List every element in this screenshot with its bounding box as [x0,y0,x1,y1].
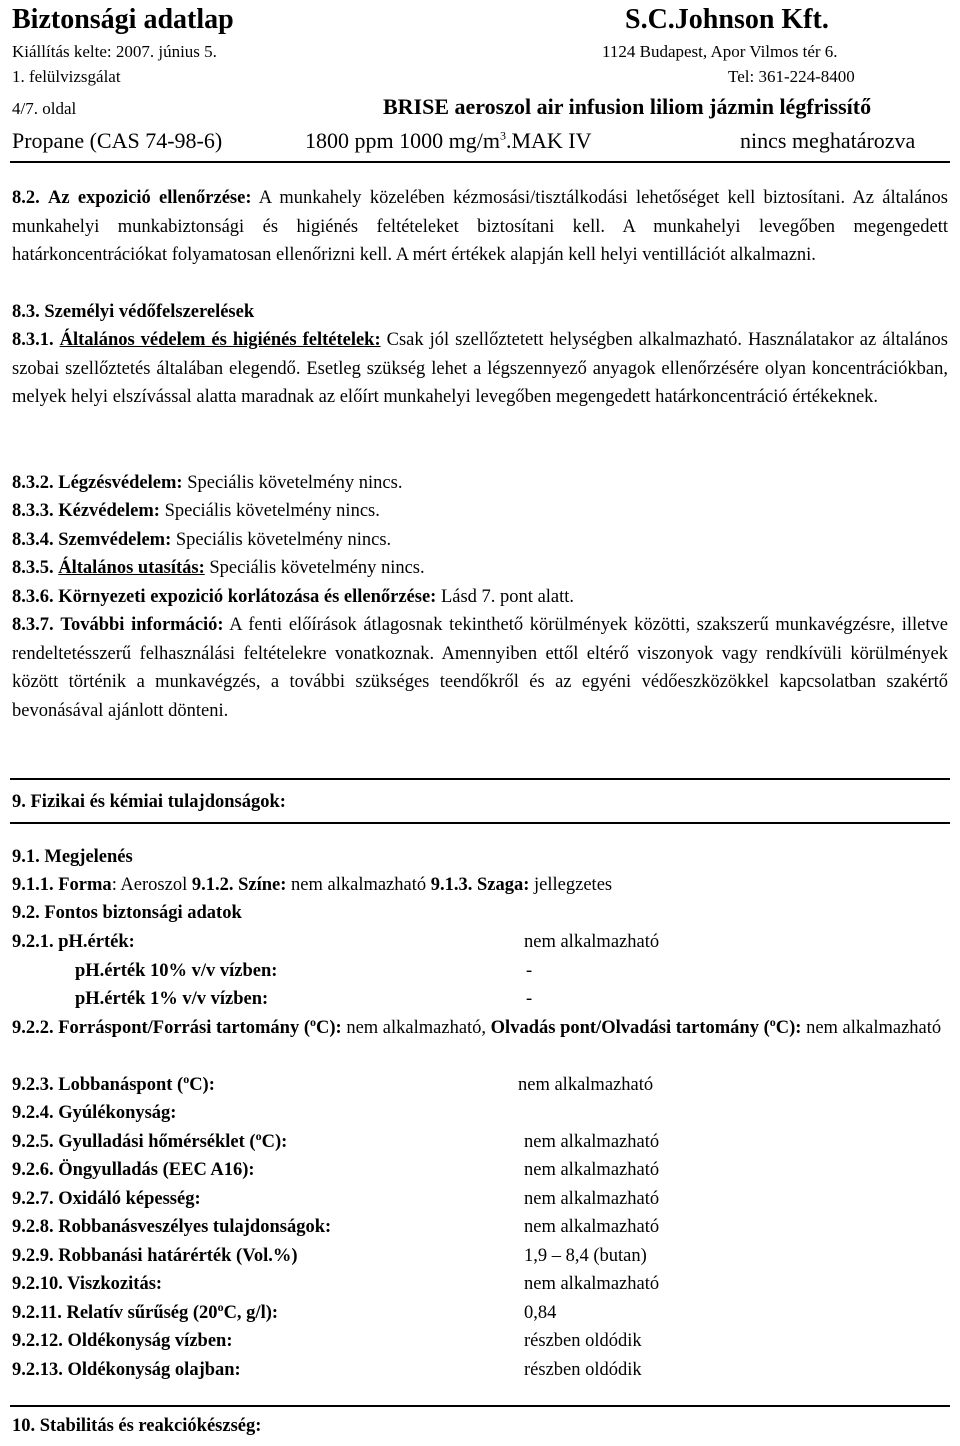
boiling-point-label [12,1014,342,1038]
section-8-3-4 [12,526,948,555]
section-8-2 [12,184,948,270]
melting-point-label [490,1014,802,1038]
section-8-3-5-number: 8.3.5. [12,558,54,578]
section-8-2-text: A munkahely közelében kézmosási/tisztálkodási lehetőséget kell biztosítani. Az általános munkahelyi munkabiztonsági és higiénés feltételeket biztosítani kell. A munkahelyi levegőben megengedett határkoncentrációkat folyamatosan ellenőrizni kell. A mért értékek alapján kell helyi ventillációt alkalmazni. [12,188,948,266]
section-9-1 [12,843,948,872]
property-label: 9.2.6. Öngyulladás (EEC A16): [12,1160,255,1180]
property-row-ignition [12,1128,948,1157]
property-value: - [526,960,533,981]
section-8-3-1-title: Általános védelem és higiénés feltételek: [59,330,381,350]
property-row-ph-1 [12,985,948,1014]
degree-sign: o [183,1071,190,1086]
property-label: 9.2.13. Oldékonyság olajban: [12,1359,241,1380]
section-9-2-title: 9.2. Fontos biztonsági adatok [12,903,242,923]
section-9-title: 9. Fizikai és kémiai tulajdonságok: [12,792,286,812]
section-8-3-title: Személyi védőfelszerelések [44,302,255,322]
property-label [12,1299,278,1328]
section-8-3-3-title: Kézvédelem: [58,501,160,521]
property-row-flash-point [12,1071,948,1100]
property-label: 9.2.9. Robbanási határérték (Vol.%) [12,1245,298,1266]
melting-point-label-text: Olvadás pont/Olvadási tartomány ( [490,1017,770,1038]
section-8-3-2-number: 8.3.2. [12,473,54,493]
szine-value: nem alkalmazható [286,875,431,895]
section-9-heading [12,788,948,817]
revision-label: 1. felülvizsgálat [12,67,121,86]
degree-sign: o [217,1299,224,1314]
section-8-3-6-number: 8.3.6. [12,587,54,607]
density-label-text: 9.2.11. Relatív sűrűség (20 [12,1302,218,1323]
propane-limit-unit-exponent: 3 [499,128,506,143]
property-label [12,1128,287,1157]
section-8-3-1-number: 8.3.1. [12,330,54,350]
section-8-3-3-number: 8.3.3. [12,501,54,521]
property-row-explosion-limits [12,1242,948,1271]
forma-label: 9.1.1. Forma [12,875,112,895]
section-8-3-number: 8.3. [12,302,40,322]
property-label: 9.2.4. Gyúlékonyság: [12,1103,177,1123]
section-divider-10 [10,1405,950,1407]
density-label-unit: C, g/l): [223,1302,279,1323]
property-row-self-ignition [12,1156,948,1185]
property-value: részben oldódik [524,1331,642,1351]
section-10-heading [12,1412,948,1441]
section-8-3-7-number: 8.3.7. [12,615,54,635]
property-value: nem alkalmazható [524,1131,660,1152]
section-8-3-7 [12,611,948,725]
szaga-label: 9.1.3. Szaga: [430,875,530,895]
property-row-explosive [12,1213,948,1242]
property-row-flammability [12,1099,948,1128]
property-row-viscosity [12,1270,948,1299]
property-row-oxidising [12,1185,948,1214]
section-divider-9 [10,778,950,780]
szaga-value: jellegzetes [529,875,613,895]
property-label: 9.2.10. Viszkozitás: [12,1274,163,1294]
ignition-label-text: 9.2.5. Gyulladási hőmérséklet ( [12,1131,256,1152]
degree-sign: o [255,1128,262,1143]
section-8-3 [12,298,948,327]
property-label: pH.érték 1% v/v vízben: [75,989,269,1009]
section-8-3-5-title: Általános utasítás: [58,558,205,578]
boiling-point-value: nem alkalmazható, [341,1017,491,1038]
company-name: S.C.Johnson Kft. [625,4,829,35]
property-row-solubility-oil [12,1356,948,1385]
section-8-3-3-text: Speciális követelmény nincs. [159,501,380,521]
company-phone: Tel: 361-224-8400 [728,67,855,86]
section-8-3-7-text: A fenti előírások átlagosnak tekinthető körülmények közötti, szakszerű munkavégzésre, illetve rendeltetésszerű felhasználási feltételekre vonatkoznak. Amennyiben ettől eltérő viszonyok vagy rendkívüli körülmények között történik a munkavégzés, a további szükséges teendőkről és az egyéni védőeszközökkel kapcsolatban szakértő bevonásával ajánlott dönteni. [12,615,948,721]
property-label: pH.érték 10% v/v vízben: [75,960,278,981]
property-value: nem alkalmazható [518,1074,654,1095]
product-name: BRISE aeroszol air infusion liliom jázmin légfrissítő [383,94,872,119]
szine-label: 9.1.2. Színe: [191,875,287,895]
property-row-solubility-water [12,1327,948,1356]
melting-point-label-unit: C): [775,1017,802,1038]
propane-limit-standard: .MAK IV [505,128,592,153]
property-value: 1,9 – 8,4 (butan) [524,1245,647,1266]
page-number: 4/7. oldal [12,99,77,118]
section-9-1-1 [12,871,948,900]
forma-value: : Aeroszol [111,875,192,895]
boiling-point-label-text: 9.2.2. Forráspont/Forrási tartomány ( [12,1017,311,1038]
section-8-3-6-text: Lásd 7. pont alatt. [436,587,575,607]
section-8-3-1-text: Csak jól szellőztetett helységben alkalmazható. Használatakor az általános szobai szellőztetés általában elegendő. Esetleg szükség lehet a légszennyező anyagok ellenőrzésére olyan koncentrációkban, melyek helyi elszívással alatta maradnak az előírt munkahelyi levegőben megengedett határkoncentráció értékeknek. [12,330,948,408]
property-value: 0,84 [524,1302,557,1323]
boiling-point-label-unit: C): [316,1017,342,1038]
section-8-3-7-title: További információ: [60,615,224,635]
property-label [12,1071,215,1100]
document-title: Biztonsági adatlap [12,4,234,35]
property-value: nem alkalmazható [524,932,660,952]
section-8-3-4-number: 8.3.4. [12,530,54,550]
property-value: nem alkalmazható [524,1217,660,1237]
section-8-3-6 [12,583,948,612]
section-8-3-1 [12,326,948,412]
section-8-3-2-text: Speciális követelmény nincs. [182,473,403,493]
section-8-3-6-title: Környezeti expozició korlátozása és ellenőrzése: [58,587,437,607]
propane-limit [305,128,592,154]
property-row-ph [12,928,948,957]
property-value: nem alkalmazható [524,1160,660,1180]
property-value: - [526,989,533,1009]
propane-name: Propane (CAS 74-98-6) [12,128,223,153]
flash-point-label-unit: C): [189,1074,215,1095]
property-label: 9.2.1. pH.érték: [12,932,135,952]
property-value: nem alkalmazható [524,1188,660,1209]
company-address: 1124 Budapest, Apor Vilmos tér 6. [602,42,838,61]
section-8-3-4-title: Szemvédelem: [58,530,172,550]
property-row-ph-10 [12,957,948,986]
property-label: 9.2.7. Oxidáló képesség: [12,1188,201,1209]
section-8-3-2-title: Légzésvédelem: [58,473,183,493]
section-8-3-5-text: Speciális követelmény nincs. [204,558,425,578]
section-8-3-4-text: Speciális követelmény nincs. [171,530,392,550]
degree-sign: o [310,1014,317,1029]
section-8-3-5 [12,554,948,583]
section-8-3-2 [12,469,948,498]
ignition-label-unit: C): [261,1131,288,1152]
issue-date: Kiállítás kelte: 2007. június 5. [12,42,217,61]
section-8-2-title: Az expozició ellenőrzése: [48,188,252,208]
section-8-3-3 [12,497,948,526]
flash-point-label-text: 9.2.3. Lobbanáspont ( [12,1074,184,1095]
section-9-2 [12,899,948,928]
section-10-title: 10. Stabilitás és reakciókészség: [12,1416,262,1436]
property-value: részben oldódik [524,1359,642,1380]
properties-list [12,928,948,1384]
header-divider [10,161,950,163]
section-8-2-number: 8.2. [12,188,40,208]
section-divider-9-bottom [10,822,950,824]
property-row-density [12,1299,948,1328]
property-row-boiling-melting [12,1014,948,1071]
section-9-1-title: 9.1. Megjelenés [12,847,133,867]
melting-point-value: nem alkalmazható [801,1017,942,1038]
degree-sign: o [769,1014,776,1029]
property-label: 9.2.8. Robbanásveszélyes tulajdonságok: [12,1217,332,1237]
property-label: 9.2.12. Oldékonyság vízben: [12,1331,233,1351]
propane-limit-value: 1800 ppm 1000 mg/m [305,128,500,153]
property-value: nem alkalmazható [524,1274,660,1294]
propane-status: nincs meghatározva [740,128,916,153]
